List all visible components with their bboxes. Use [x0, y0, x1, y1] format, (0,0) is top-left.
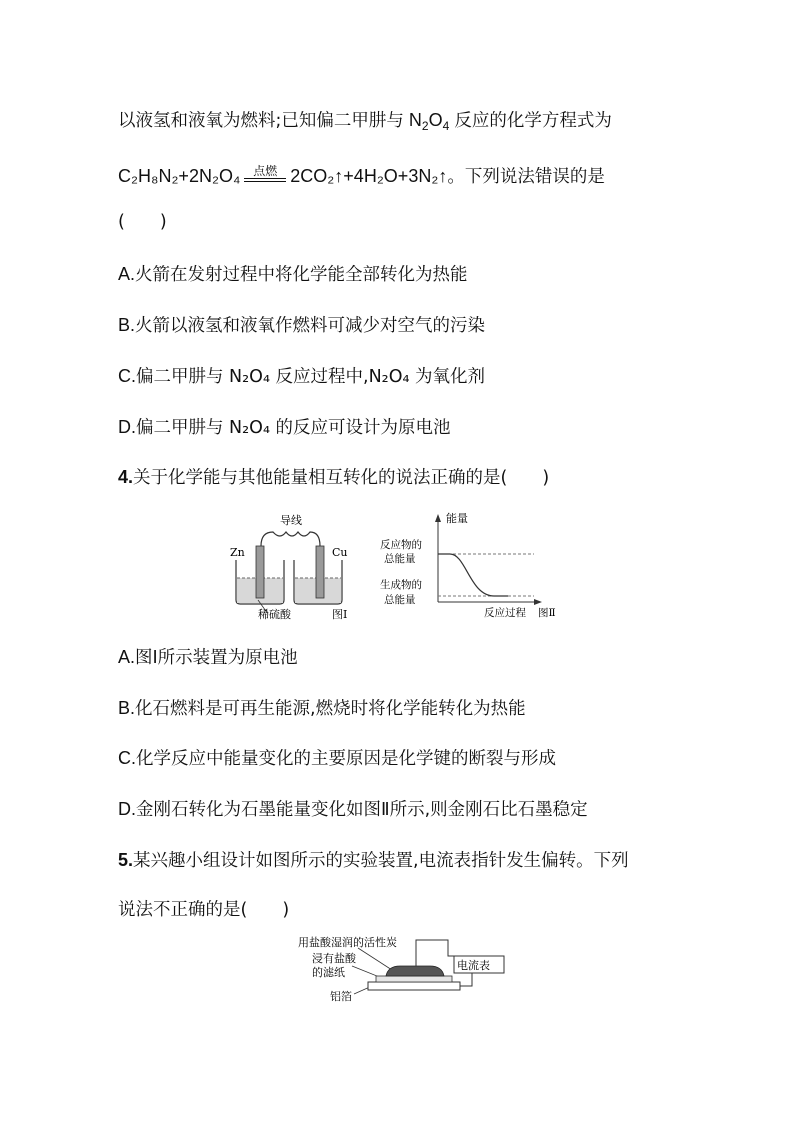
energy-curve: [438, 554, 508, 596]
condition-label: 点燃: [253, 164, 278, 179]
question-stem: 某兴趣小组设计如图所示的实验装置,电流表指针发生偏转。下列: [133, 851, 629, 871]
question-stem: 关于化学能与其他能量相互转化的说法正确的是( ): [133, 468, 550, 488]
filter-paper-label-1: 浸有盐酸: [312, 952, 356, 965]
reactant-label-2: 总能量: [384, 553, 416, 565]
q3-equation: [118, 164, 605, 189]
option-letter: C.: [118, 748, 136, 768]
option-letter: B.: [118, 698, 136, 718]
y-axis-label: 能量: [446, 512, 468, 525]
product-label-1: 生成物的: [380, 579, 422, 591]
wire: [261, 532, 320, 546]
option-text: 火箭在发射过程中将化学能全部转化为热能: [135, 265, 468, 285]
figure-1-galvanic-cell: [228, 510, 358, 622]
q4-option-c[interactable]: [118, 746, 556, 771]
zn-electrode: [256, 546, 264, 598]
ammeter-label: 电流表: [457, 959, 490, 972]
figure-q5-apparatus: [296, 932, 516, 1008]
question-number: 5.: [118, 850, 134, 870]
option-text: 偏二甲肼与 N₂O₄ 的反应可设计为原电池: [136, 418, 451, 438]
option-letter: C.: [118, 366, 136, 386]
reaction-condition: [242, 165, 288, 189]
q3-option-c[interactable]: [118, 364, 485, 389]
q3-stem-text: 以液氢和液氧为燃料;已知偏二甲肼与: [118, 111, 404, 131]
figure-2-caption: 图Ⅱ: [538, 607, 556, 619]
option-text: 金刚石转化为石墨能量变化如图Ⅱ所示,则金刚石比石墨稳定: [136, 800, 588, 820]
option-text: 火箭以液氢和液氧作燃料可减少对空气的污染: [135, 316, 486, 336]
equation-tail: 。下列说法错误的是: [447, 167, 605, 187]
option-text: 图Ⅰ所示装置为原电池: [135, 648, 298, 668]
carbon-label: 用盐酸湿润的活性炭: [298, 936, 397, 949]
q3-stem-text-end: 反应的化学方程式为: [454, 111, 612, 131]
q3-answer-bracket: ( ): [118, 212, 167, 232]
acid-label: 稀硫酸: [258, 608, 291, 621]
filter-paper-label-2: 的滤纸: [312, 966, 345, 979]
q3-option-d[interactable]: [118, 415, 451, 440]
question-number: 4.: [118, 467, 134, 487]
figure-1-caption: 图Ⅰ: [332, 608, 348, 621]
zn-label: Zn: [230, 546, 245, 559]
product-label-2: 总能量: [384, 594, 416, 606]
equation-rhs: 2CO₂↑+4H₂O+3N₂↑: [290, 166, 448, 186]
cu-label: Cu: [332, 546, 348, 559]
q3-option-a[interactable]: [118, 262, 468, 287]
q4-option-a[interactable]: [118, 645, 298, 670]
activated-carbon: [386, 966, 444, 976]
option-text: 化石燃料是可再生能源,燃烧时将化学能转化为热能: [135, 699, 526, 719]
q5-stem-line2: 说法不正确的是( ): [118, 900, 290, 920]
q4-option-b[interactable]: [118, 696, 526, 721]
cu-electrode: [316, 546, 324, 598]
q4-stem: [118, 465, 549, 490]
reactant-label-1: 反应物的: [380, 539, 422, 551]
q3-option-b[interactable]: [118, 313, 485, 338]
equation-lhs: C₂H₈N₂+2N₂O₄: [118, 166, 241, 186]
q3-stem-line1: [118, 108, 612, 133]
q4-option-d[interactable]: [118, 797, 588, 822]
option-letter: A.: [118, 647, 136, 667]
option-letter: D.: [118, 799, 136, 819]
aluminium-foil: [368, 982, 460, 990]
figure-2-energy-diagram: [378, 510, 568, 622]
option-text: 化学反应中能量变化的主要原因是化学键的断裂与形成: [136, 749, 556, 769]
filter-paper: [376, 976, 452, 982]
q5-stem-line1: [118, 848, 629, 873]
x-axis-label: 反应过程: [484, 607, 526, 619]
option-letter: B.: [118, 315, 136, 335]
option-letter: D.: [118, 417, 136, 437]
option-letter: A.: [118, 264, 136, 284]
wire-label: 导线: [280, 514, 302, 527]
foil-label: 铝箔: [330, 990, 352, 1003]
n2o4-formula: $N_2O_4$: [408, 110, 450, 133]
option-text: 偏二甲肼与 N₂O₄ 反应过程中,N₂O₄ 为氧化剂: [136, 367, 486, 387]
